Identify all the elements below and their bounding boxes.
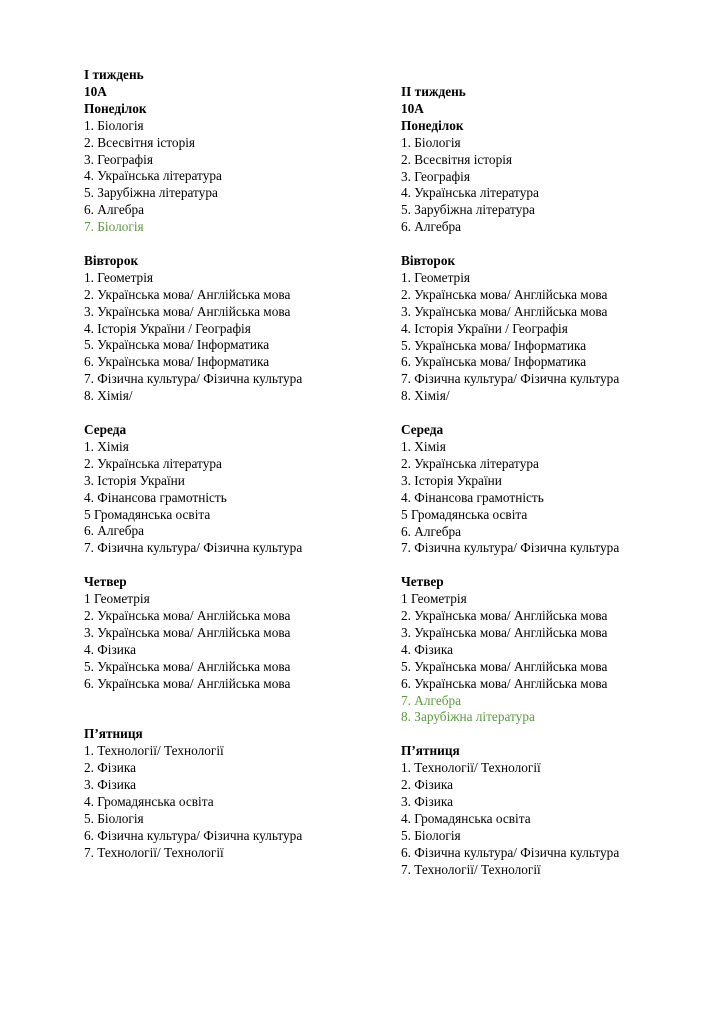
day-heading: Середа — [401, 422, 444, 438]
lesson-item: 1. Технології/ Технології — [84, 743, 224, 759]
lesson-item: 6. Алгебра — [84, 523, 145, 539]
lesson-item: 3. Географія — [401, 168, 470, 184]
lesson-item: 5 Громадянська освіта — [401, 506, 528, 522]
lesson-item: 7. Біологія — [84, 219, 144, 235]
day-heading: Четвер — [401, 574, 444, 590]
lesson-item: 8. Хімія/ — [401, 388, 450, 404]
lesson-item: 4. Фінансова грамотність — [401, 489, 544, 505]
lesson-item: 3. Фізика — [84, 777, 137, 792]
lesson-item: 6. Українська мова/ Англійська мова — [401, 675, 608, 691]
lesson-item: 6. Фізична культура/ Фізична культура — [84, 827, 303, 843]
day-heading: П’ятниця — [401, 743, 460, 759]
day-heading: П’ятниця — [84, 726, 143, 742]
lesson-item: 3. Фізика — [401, 794, 454, 809]
day-block — [401, 253, 701, 405]
lesson-item: 1. Біологія — [84, 117, 144, 133]
lesson-item: 3. Історія України — [401, 472, 502, 488]
lesson-item: 2. Українська мова/ Англійська мова — [401, 286, 608, 302]
lesson-item: 4. Громадянська освіта — [84, 793, 214, 809]
lesson-item: 4. Фізика — [84, 641, 137, 657]
lesson-item: 7. Алгебра — [401, 692, 462, 708]
class-label: 10А — [84, 83, 107, 99]
day-heading: Четвер — [84, 574, 127, 590]
lesson-item: 6. Алгебра — [84, 202, 145, 218]
lesson-item: 7. Фізична культура/ Фізична культура — [84, 540, 303, 556]
lesson-item: 2. Всесвітня історія — [401, 151, 513, 167]
lesson-item: 1. Геометрія — [84, 269, 154, 285]
lesson-item: 7. Фізична культура/ Фізична культура — [401, 540, 620, 556]
day-heading: Вівторок — [84, 252, 139, 268]
lesson-item: 3. Українська мова/ Англійська мова — [84, 624, 291, 640]
lesson-item: 7. Фізична культура/ Фізична культура — [84, 371, 303, 387]
day-heading: Понеділок — [401, 117, 464, 133]
day-block — [84, 726, 384, 861]
lesson-item: 1 Геометрія — [84, 591, 150, 607]
lesson-item: 7. Технології/ Технології — [401, 861, 541, 877]
day-block — [84, 101, 384, 236]
lesson-item: 5 Громадянська освіта — [84, 506, 211, 522]
week-days — [401, 118, 701, 879]
lesson-item: 6. Фізична культура/ Фізична культура — [401, 844, 620, 860]
lesson-item: 2. Фізика — [401, 777, 454, 793]
lesson-item: 5. Зарубіжна література — [401, 202, 535, 218]
lesson-item: 8. Зарубіжна література — [401, 709, 535, 725]
lesson-item: 7. Фізична культура/ Фізична культура — [401, 371, 620, 387]
week-title: I тиждень — [84, 67, 144, 82]
lesson-item: 1. Біологія — [401, 134, 461, 150]
lesson-item: 5. Українська мова/ Англійська мова — [401, 658, 608, 674]
lesson-item: 4. Фізика — [401, 641, 454, 657]
lesson-item: 6. Алгебра — [401, 219, 462, 235]
day-block — [84, 422, 384, 557]
lesson-item: 2. Українська мова/ Англійська мова — [84, 286, 291, 302]
day-heading: Середа — [84, 422, 127, 437]
lesson-item: 3. Географія — [84, 151, 153, 167]
day-block — [401, 422, 701, 557]
lesson-item: 2. Українська мова/ Англійська мова — [401, 608, 608, 624]
lesson-item: 5. Біологія — [401, 827, 461, 843]
lesson-item: 1. Хімія — [401, 439, 446, 454]
lesson-item: 5. Українська мова/ Англійська мова — [84, 658, 291, 674]
lesson-item: 2. Українська література — [401, 455, 539, 471]
lesson-item: 3. Українська мова/ Англійська мова — [401, 624, 608, 640]
lesson-item: 4. Історія України / Географія — [84, 320, 251, 336]
lesson-item: 6. Алгебра — [401, 523, 462, 539]
lesson-item: 5. Українська мова/ Інформатика — [401, 337, 587, 353]
lesson-item: 1 Геометрія — [401, 591, 467, 607]
lesson-item: 5. Українська мова/ Інформатика — [84, 337, 270, 353]
day-block — [401, 574, 701, 726]
lesson-item: 5. Біологія — [84, 810, 144, 826]
day-block — [401, 743, 701, 878]
lesson-item: 1. Технології/ Технології — [401, 760, 541, 776]
lesson-item: 4. Фінансова грамотність — [84, 489, 227, 505]
lesson-item: 4. Громадянська освіта — [401, 810, 531, 826]
lesson-item: 8. Хімія/ — [84, 388, 133, 404]
week-title: II тиждень — [401, 84, 466, 99]
class-label: 10А — [401, 100, 424, 116]
lesson-item: 4. Українська література — [84, 168, 222, 184]
lesson-item: 1. Хімія — [84, 438, 129, 454]
lesson-item: 2. Фізика — [84, 760, 137, 776]
lesson-item: 1. Геометрія — [401, 269, 471, 285]
week-2-column — [401, 84, 701, 895]
lesson-item: 5. Зарубіжна література — [84, 185, 218, 201]
lesson-item: 3. Українська мова/ Англійська мова — [401, 303, 608, 319]
week-1-column — [84, 67, 384, 878]
day-block — [84, 574, 384, 692]
day-block — [84, 253, 384, 405]
lesson-item: 6. Українська мова/ Інформатика — [84, 354, 270, 370]
lesson-item: 4. Історія України / Географія — [401, 320, 568, 336]
lesson-item: 2. Всесвітня історія — [84, 134, 196, 150]
week-days — [84, 101, 384, 862]
lesson-item: 6. Українська мова/ Інформатика — [401, 354, 587, 370]
day-block — [401, 118, 701, 236]
lesson-item: 6. Українська мова/ Англійська мова — [84, 675, 291, 691]
lesson-item: 3. Українська мова/ Англійська мова — [84, 303, 291, 319]
lesson-item: 2. Українська мова/ Англійська мова — [84, 607, 291, 623]
lesson-item: 4. Українська література — [401, 185, 539, 201]
lesson-item: 2. Українська література — [84, 455, 222, 471]
lesson-item: 7. Технології/ Технології — [84, 844, 224, 860]
lesson-item: 3. Історія України — [84, 472, 185, 488]
day-heading: Понеділок — [84, 100, 147, 116]
day-heading: Вівторок — [401, 253, 456, 269]
